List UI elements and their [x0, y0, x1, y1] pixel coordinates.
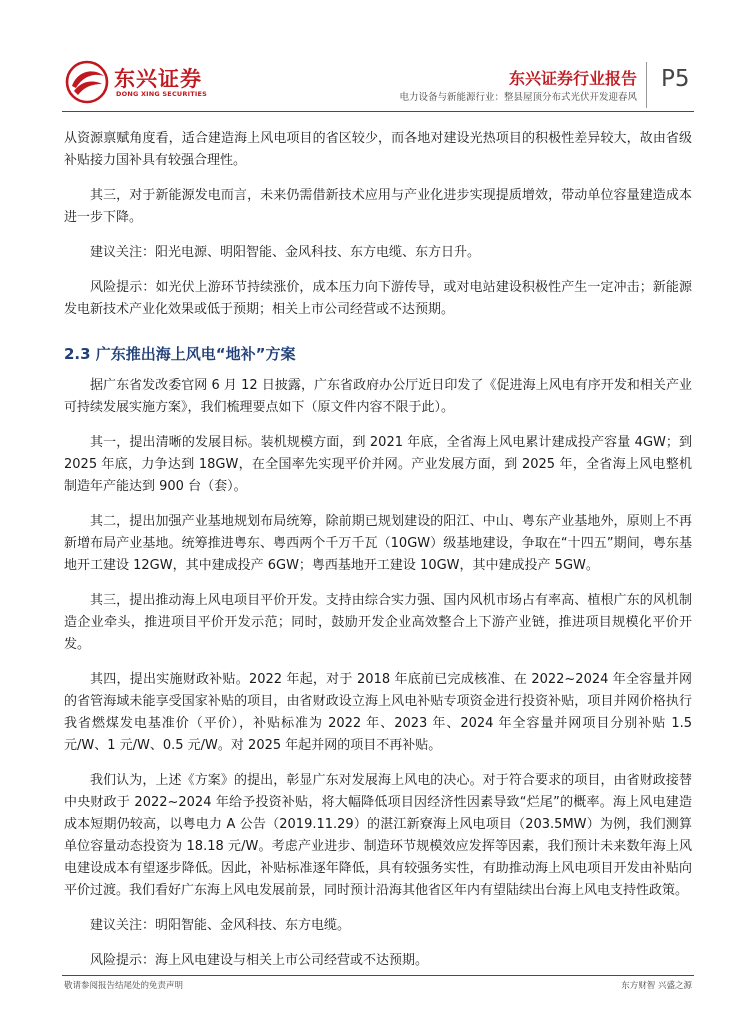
page-header — [0, 0, 755, 110]
company-logo — [64, 60, 254, 104]
paragraph: 其四，提出实施财政补贴。2022 年起，对于 2018 年底前已完成核准、在 2022~2024 年全容量并网的省管海域未能享受国家补贴的项目，由省财政设立海上风电补贴专项资金进行投资补贴，项目并网价格执行我省燃煤发电基准价（平价），补贴标准为 2022 年、2023 年、2024 年全容量并网项目分别补贴 1.5 元/W、1 元/W、0.5 元/W。对 2025 年起并网的项目不再补贴。 — [64, 672, 692, 753]
report-title: 东兴证券行业报告 — [508, 69, 637, 88]
paragraph: 我们认为，上述《方案》的提出，彰显广东对发展海上风电的决心。对于符合要求的项目，由省财政接替中央财政于 2022~2024 年给予投资补贴，将大幅降低项目因经济性因素导致“烂尾”的概率。海上风电建造成本短期仍较高，以粤电力 A 公告（2019.11.29）的湛江新寮海上风电项目（203.5MW）为例，我们测算单位容量动态投资为 18.18 元/W。考虑产业进步、制造环节规模效应发挥等因素，我们预计未来数年海上风电建设成本有望逐步降低。因此，补贴标准逐年降低，具有较强务实性，有助推动海上风电项目开发由补贴向平价过渡。我们看好广东海上风电发展前景，同时预计沿海其他省区年内有望陆续出台海上风电支持性政策。 — [64, 773, 692, 898]
logo-chinese-name: 东兴证券 — [114, 67, 202, 91]
paragraph: 其二，提出加强产业基地规划布局统筹，除前期已规划建设的阳江、中山、粤东产业基地外，原则上不再新增布局产业基地。统筹推进粤东、粤西两个千万千瓦（10GW）级基地建设，争取在“十四五”期间，粤东基地开工建设 12GW，其中建成投产 6GW；粤西基地开工建设 10GW，其中建成投产 5GW。 — [64, 514, 692, 573]
main-content — [64, 128, 692, 985]
page-footer — [62, 975, 694, 991]
paragraph: 其三，提出推动海上风电项目平价开发。支持由综合实力强、国内风机市场占有率高、植根广东的风机制造企业牵头，推进项目平价开发示范；同时，鼓励开发企业高效整合上下游产业链，推进项目规模化平价开发。 — [64, 593, 692, 652]
footer-rule — [62, 975, 694, 976]
footer-disclaimer: 敬请参阅报告结尾处的免责声明 — [64, 981, 184, 991]
paragraph: 建议关注：明阳智能、金风科技、东方电缆。 — [90, 918, 351, 933]
section-heading: 2.3 广东推出海上风电“地补”方案 — [64, 345, 296, 363]
page-number: P5 — [661, 66, 690, 92]
footer-slogan: 东方财智 兴盛之源 — [621, 981, 692, 991]
paragraph: 其三，对于新能源发电而言，未来仍需借新技术应用与产业化进步实现提质增效，带动单位容量建造成本进一步下降。 — [64, 188, 692, 225]
header-rule — [62, 111, 694, 112]
report-subtitle: 电力设备与新能源行业：整县屋顶分布式光伏开发迎春风 — [399, 92, 637, 103]
paragraph: 据广东省发改委官网 6 月 12 日披露，广东省政府办公厅近日印发了《促进海上风电有序开发和相关产业可持续发展实施方案》，我们梳理要点如下（原文件内容不限于此）。 — [64, 378, 692, 415]
header-divider — [646, 62, 647, 108]
paragraph: 风险提示：如光伏上游环节持续涨价，成本压力向下游传导，或对电站建设积极性产生一定冲击；新能源发电新技术产业化效果或低于预期；相关上市公司经营或不达预期。 — [64, 280, 692, 317]
paragraph: 从资源禀赋角度看，适合建造海上风电项目的省区较少，而各地对建设光热项目的积极性差异较大，故由省级补贴接力国补具有较强合理性。 — [64, 131, 692, 168]
logo-english-name: DONG XING SECURITIES — [116, 90, 207, 98]
paragraph: 其一，提出清晰的发展目标。装机规模方面，到 2021 年底，全省海上风电累计建成投产容量 4GW；到 2025 年底，力争达到 18GW，在全国率先实现平价并网。产业发展方面，到 2025 年，全省海上风电整机制造年产能达到 900 台（套）。 — [64, 435, 692, 494]
paragraph: 建议关注：阳光电源、明阳智能、金风科技、东方电缆、东方日升。 — [90, 245, 481, 260]
paragraph: 风险提示：海上风电建设与相关上市公司经营或不达预期。 — [90, 953, 429, 968]
logo-mark-icon — [64, 60, 110, 104]
